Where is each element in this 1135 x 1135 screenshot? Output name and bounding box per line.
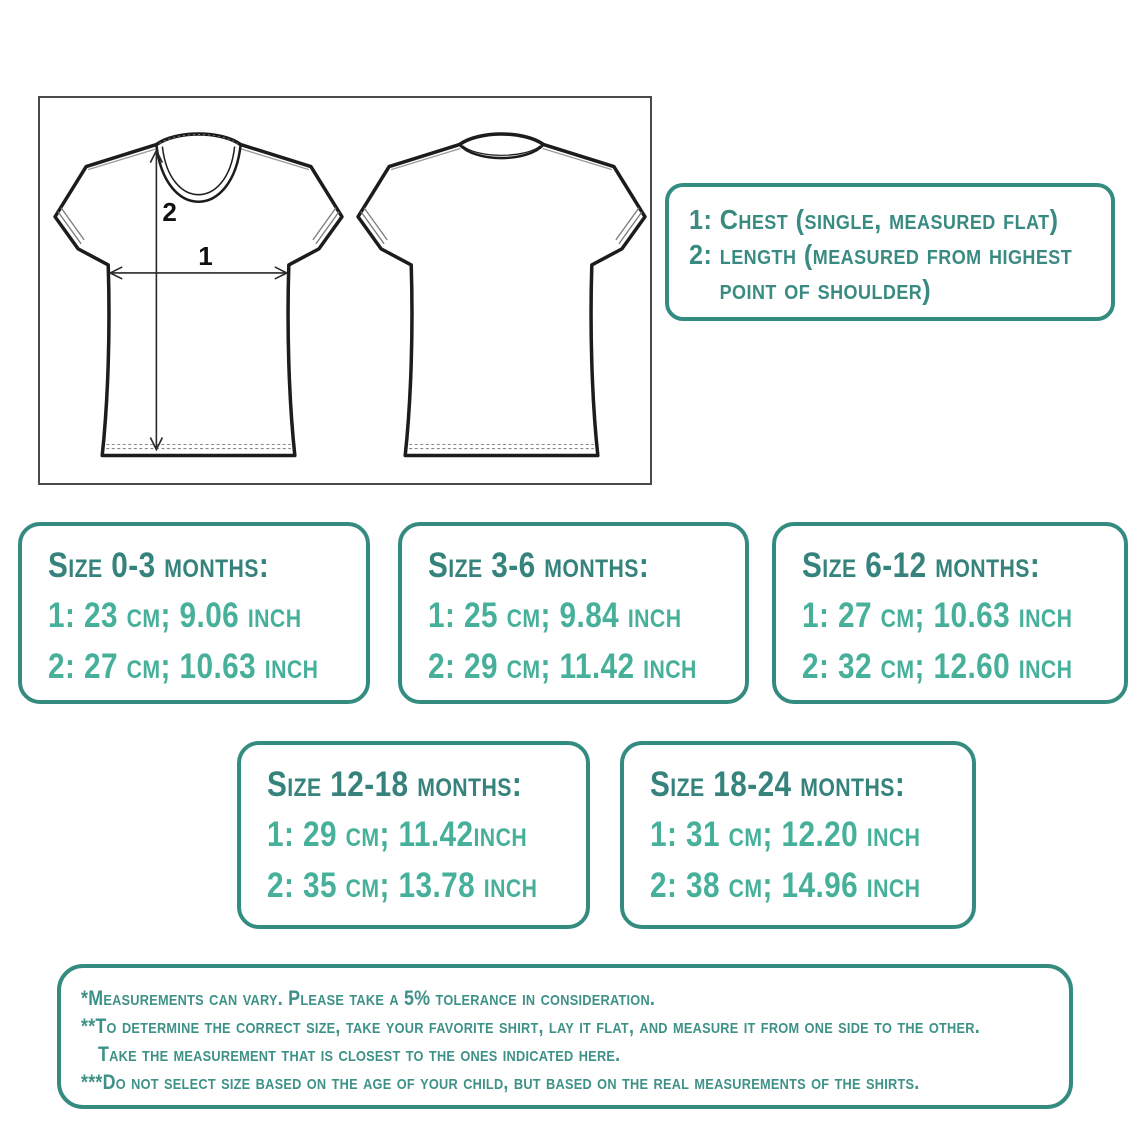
shirt-technical-drawing: [40, 98, 650, 483]
size-card-12-18-months: [237, 741, 590, 929]
length-marker-label: 2: [162, 196, 177, 227]
footnote-age-warning: ***Do not select size based on the age of your child, but based on the real measurements of the shirts.: [81, 1071, 920, 1094]
footnote-tolerance: *Measurements can vary. Please take a 5% tolerance in consideration.: [81, 987, 656, 1010]
size-card-title: Size 18-24 months:: [650, 765, 906, 804]
size-card-18-24-months: [620, 741, 976, 929]
size-card-title: Size 12-18 months:: [267, 765, 523, 804]
chest-measurement: 1: 27 cm; 10.63 inch: [802, 596, 1073, 635]
size-card-0-3-months: [18, 522, 370, 704]
size-card-title: Size 3-6 months:: [428, 546, 650, 585]
front-shirt-drawing: [55, 134, 342, 456]
chest-marker-label: 1: [198, 240, 213, 271]
size-card-title: Size 6-12 months:: [802, 546, 1041, 585]
length-measurement: 2: 29 cm; 11.42 inch: [428, 647, 697, 686]
measurement-legend: [665, 183, 1115, 321]
legend-line-length: 2: length (measured from highest: [689, 239, 1073, 270]
legend-line-chest: 1: Chest (single, measured flat): [689, 204, 1059, 235]
chest-measurement: 1: 31 cm; 12.20 inch: [650, 815, 921, 854]
back-shirt-drawing: [358, 134, 645, 456]
shirt-diagram-panel: [38, 96, 652, 485]
footnotes-panel: [57, 964, 1073, 1109]
chest-measurement: 1: 25 cm; 9.84 inch: [428, 596, 682, 635]
size-card-title: Size 0-3 months:: [48, 546, 270, 585]
length-measurement: 2: 32 cm; 12.60 inch: [802, 647, 1073, 686]
size-card-3-6-months: [398, 522, 749, 704]
chest-measurement: 1: 29 cm; 11.42inch: [267, 815, 528, 854]
length-measurement: 2: 35 cm; 13.78 inch: [267, 866, 538, 905]
legend-line-length-cont: point of shoulder): [719, 274, 932, 305]
chest-measurement: 1: 23 cm; 9.06 inch: [48, 596, 302, 635]
footnote-how-to-measure: **To determine the correct size, take your favorite shirt, lay it flat, and measure it from one side to the other.: [81, 1015, 980, 1038]
size-card-6-12-months: [772, 522, 1128, 704]
length-measurement: 2: 38 cm; 14.96 inch: [650, 866, 921, 905]
length-measurement: 2: 27 cm; 10.63 inch: [48, 647, 319, 686]
footnote-how-to-measure-cont: Take the measurement that is closest to the ones indicated here.: [98, 1043, 621, 1066]
